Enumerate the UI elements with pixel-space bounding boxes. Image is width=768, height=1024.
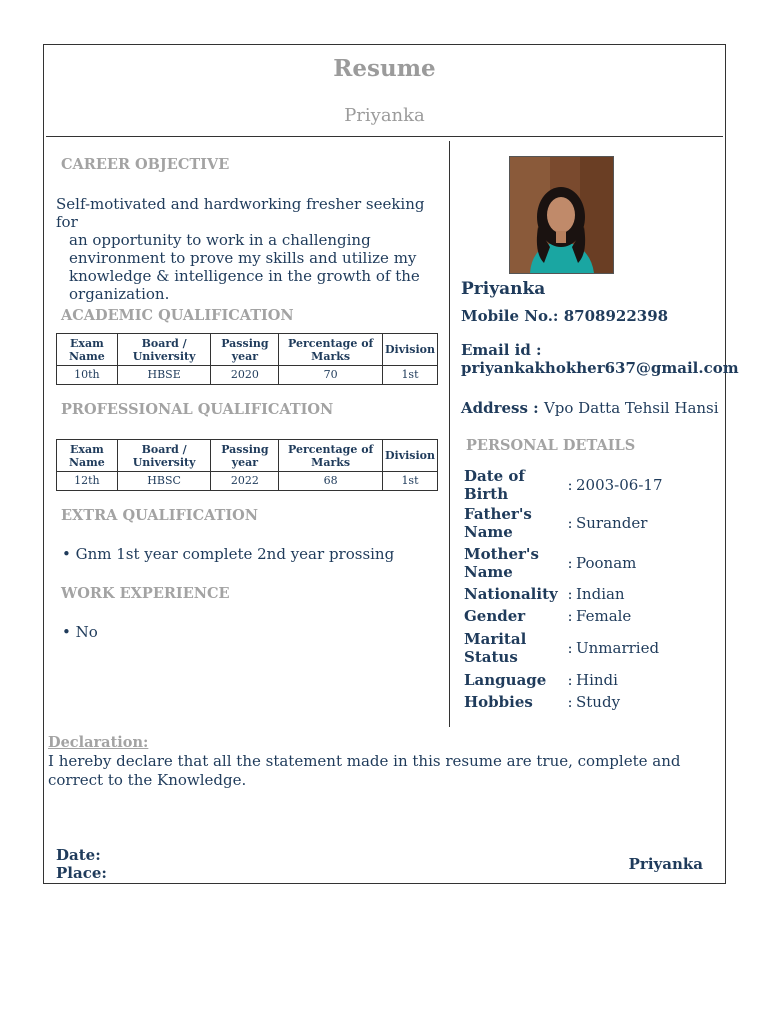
- academic-table: [56, 333, 438, 385]
- declaration-heading: Declaration:: [48, 734, 149, 751]
- column-header: Passing year: [211, 440, 279, 472]
- contact-name: Priyanka: [461, 279, 546, 299]
- resume-title: Resume: [333, 55, 436, 82]
- personal-details-table: [464, 467, 724, 713]
- email-value: priyankakhokher637@gmail.com: [461, 359, 739, 377]
- work-experience-item: • No: [62, 623, 98, 641]
- table-cell: HBSC: [117, 472, 211, 491]
- address-line: [461, 399, 719, 417]
- column-header: Percentage of Marks: [279, 334, 383, 366]
- detail-label: Hobbies: [464, 693, 533, 711]
- detail-value: Indian: [576, 585, 625, 603]
- address-value: Vpo Datta Tehsil Hansi: [543, 399, 719, 417]
- table-row: [57, 366, 438, 385]
- career-objective-text: [56, 195, 434, 303]
- detail-label: Marital Status: [464, 630, 527, 666]
- header-divider: [46, 136, 723, 137]
- detail-label: Nationality: [464, 585, 558, 603]
- detail-value: Surander: [576, 514, 648, 532]
- detail-value: Female: [576, 607, 632, 625]
- table-cell: 12th: [57, 472, 118, 491]
- work-experience-text: No: [75, 623, 98, 641]
- detail-row: [464, 691, 724, 713]
- career-objective-line1: Self-motivated and hardworking fresher seeking for: [56, 195, 425, 231]
- table-cell: 1st: [382, 472, 437, 491]
- signature-name: Priyanka: [628, 855, 703, 873]
- detail-row: [464, 503, 724, 543]
- date-label: Date:: [56, 846, 101, 864]
- table-cell: 10th: [57, 366, 118, 385]
- detail-label: Language: [464, 671, 547, 689]
- professional-table: [56, 439, 438, 491]
- table-cell: 2020: [211, 366, 279, 385]
- detail-row: [464, 583, 724, 605]
- detail-value: Poonam: [576, 554, 637, 572]
- academic-qualification-heading: ACADEMIC QUALIFICATION: [61, 307, 294, 324]
- detail-separator: :: [567, 585, 573, 603]
- table-cell: 70: [279, 366, 383, 385]
- table-header-row: [57, 334, 438, 366]
- place-label: Place:: [56, 864, 107, 882]
- column-header: Division: [382, 440, 437, 472]
- column-divider: [449, 141, 450, 727]
- detail-label: Date of Birth: [464, 467, 525, 503]
- detail-label: Mother's Name: [464, 545, 539, 581]
- table-cell: 1st: [382, 366, 437, 385]
- detail-row: [464, 467, 724, 503]
- detail-separator: :: [567, 693, 573, 711]
- detail-row: [464, 627, 724, 669]
- column-header: Percentage of Marks: [279, 440, 383, 472]
- column-header: Board / University: [117, 334, 211, 366]
- column-header: Passing year: [211, 334, 279, 366]
- detail-row: [464, 605, 724, 627]
- extra-qualification-text: Gnm 1st year complete 2nd year prossing: [75, 545, 395, 563]
- column-header: Division: [382, 334, 437, 366]
- table-row: [57, 472, 438, 491]
- detail-separator: :: [567, 554, 573, 572]
- detail-label: Gender: [464, 607, 526, 625]
- column-header: Exam Name: [57, 440, 118, 472]
- career-objective-rest: an opportunity to work in a challenging environment to prove my skills and utilize my knowledge & intelligence in the growth of the organization.: [69, 231, 420, 303]
- resume-sheet: [43, 44, 739, 884]
- detail-value: Hindi: [576, 671, 618, 689]
- table-cell: 2022: [211, 472, 279, 491]
- column-header: Board / University: [117, 440, 211, 472]
- column-header: Exam Name: [57, 334, 118, 366]
- table-cell: HBSE: [117, 366, 211, 385]
- mobile-line: [461, 307, 668, 325]
- detail-value: 2003-06-17: [576, 476, 663, 494]
- mobile-label: Mobile No.:: [461, 307, 559, 325]
- candidate-name-header: Priyanka: [344, 105, 425, 126]
- detail-separator: :: [567, 514, 573, 532]
- professional-qualification-heading: PROFESSIONAL QUALIFICATION: [61, 401, 334, 418]
- email-label: Email id :: [461, 341, 542, 359]
- work-experience-heading: WORK EXPERIENCE: [61, 585, 230, 602]
- table-cell: 68: [279, 472, 383, 491]
- table-header-row: [57, 440, 438, 472]
- extra-qualification-item: • Gnm 1st year complete 2nd year prossing: [62, 545, 395, 563]
- mobile-value: 8708922398: [563, 307, 669, 325]
- detail-separator: :: [567, 671, 573, 689]
- detail-row: [464, 669, 724, 691]
- profile-photo: [509, 156, 614, 274]
- detail-separator: :: [567, 639, 573, 657]
- detail-row: [464, 543, 724, 583]
- address-label: Address :: [461, 399, 539, 417]
- career-objective-heading: CAREER OBJECTIVE: [61, 156, 230, 173]
- detail-label: Father's Name: [464, 505, 532, 541]
- detail-separator: :: [567, 607, 573, 625]
- detail-value: Unmarried: [576, 639, 660, 657]
- detail-value: Study: [576, 693, 621, 711]
- extra-qualification-heading: EXTRA QUALIFICATION: [61, 507, 259, 524]
- detail-separator: :: [567, 476, 573, 494]
- personal-details-heading: PERSONAL DETAILS: [466, 437, 636, 454]
- declaration-text: I hereby declare that all the statement made in this resume are true, complete and correct to the Knowledge.: [48, 752, 681, 789]
